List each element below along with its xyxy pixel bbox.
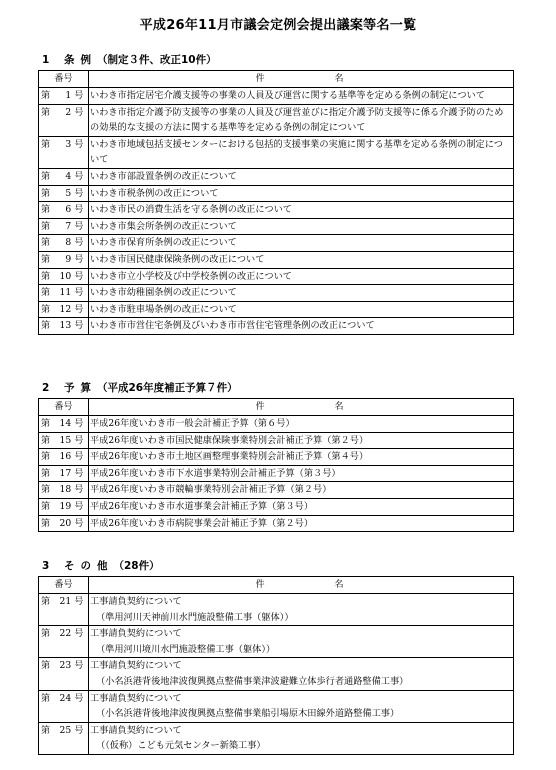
bill-number-prefix: 第 <box>41 90 51 101</box>
section-name: 予算 <box>64 382 97 394</box>
bill-number-digits: 18 <box>59 484 72 496</box>
bill-number <box>39 251 89 268</box>
bill-number <box>39 285 89 302</box>
table-row <box>39 722 514 754</box>
bill-number-prefix: 第 <box>41 467 51 479</box>
bill-number <box>39 594 89 626</box>
bill-number-prefix: 第 <box>41 170 51 182</box>
bill-subject <box>89 465 514 482</box>
table-row <box>39 301 514 318</box>
bill-subject-text: 平成26年度いわき市一般会計補正予算（第６号） <box>90 418 295 429</box>
bill-number <box>39 465 89 482</box>
bill-subject <box>89 88 514 105</box>
bill-number <box>39 318 89 335</box>
bill-number-digits: 9 <box>65 253 72 265</box>
bill-number-suffix: 号 <box>74 467 84 479</box>
bill-number <box>39 235 89 252</box>
table-row <box>39 285 514 302</box>
bill-subject-text: 平成26年度いわき市土地区画整理事業特別会計補正予算（第４号） <box>90 451 369 463</box>
bill-number-digits: 24 <box>59 692 72 704</box>
bill-number-prefix: 第 <box>41 187 51 199</box>
table-row <box>39 168 514 185</box>
bill-number-digits: 8 <box>65 237 72 249</box>
table-row <box>39 202 514 219</box>
bill-number-digits: 7 <box>65 220 72 232</box>
bill-number-digits: 4 <box>65 170 72 182</box>
table-row <box>39 416 514 433</box>
bill-number-suffix: 号 <box>74 253 84 265</box>
bill-number <box>39 482 89 499</box>
table-row <box>39 185 514 202</box>
bill-number-prefix: 第 <box>41 596 51 607</box>
table-row <box>39 218 514 235</box>
bill-number-suffix: 号 <box>74 90 84 101</box>
bill-number-prefix: 第 <box>41 660 51 672</box>
bill-number <box>39 202 89 219</box>
bill-number <box>39 301 89 318</box>
bill-number-suffix: 号 <box>74 270 84 282</box>
bill-subject-detail: （小名浜港背後地津波復興拠点整備事業津波避難立体歩行者通路整備工事） <box>96 675 409 687</box>
bill-subject <box>89 235 514 252</box>
bill-subject <box>89 515 514 532</box>
bill-subject-detail: （小名浜港背後地津波復興拠点整備事業船引場原木田線外道路整備工事） <box>96 708 400 720</box>
bill-number-prefix: 第 <box>41 303 51 315</box>
bill-number <box>39 690 89 722</box>
bill-subject <box>89 722 514 754</box>
table-row <box>39 465 514 482</box>
section-heading-budget <box>42 380 238 395</box>
column-header-number: 番号 <box>39 399 89 416</box>
ordinance-table <box>38 70 514 335</box>
bill-number-prefix: 第 <box>41 434 51 446</box>
table-row <box>39 235 514 252</box>
table-row <box>39 594 514 626</box>
bill-number-digits: 5 <box>65 187 72 199</box>
bill-subject-text: 平成26年度いわき市下水道事業特別会計補正予算（第３号） <box>90 467 341 479</box>
table-row <box>39 658 514 690</box>
bill-number-digits: 6 <box>65 204 72 216</box>
table-row <box>39 626 514 658</box>
bill-number <box>39 498 89 515</box>
bill-subject-text: 平成26年度いわき市国民健康保険事業特別会計補正予算（第２号） <box>90 434 369 446</box>
bill-subject <box>89 498 514 515</box>
bill-number-suffix: 号 <box>74 660 84 672</box>
table-row <box>39 432 514 449</box>
column-header-subject: 件名 <box>89 399 514 416</box>
bill-subject <box>89 594 514 626</box>
bill-number-digits: 22 <box>59 628 72 640</box>
bill-subject-text: いわき市集会所条例の改正について <box>90 220 237 232</box>
bill-number-prefix: 第 <box>41 484 51 496</box>
bill-number <box>39 218 89 235</box>
bill-subject-detail: （準用河川境川水門施設整備工事（躯体）） <box>96 643 276 655</box>
section-name: その他 <box>64 560 114 572</box>
bill-subject <box>89 104 514 136</box>
bill-subject <box>89 285 514 302</box>
bill-number <box>39 268 89 285</box>
bill-number-digits: 17 <box>59 467 72 479</box>
bill-number-suffix: 号 <box>74 451 84 463</box>
column-header-subject: 件名 <box>89 577 514 594</box>
bill-subject-text: いわき市駐車場条例の改正について <box>90 303 237 315</box>
table-row <box>39 515 514 532</box>
bill-number-prefix: 第 <box>41 106 51 118</box>
bill-number <box>39 104 89 136</box>
bill-number-prefix: 第 <box>41 204 51 216</box>
bill-number-prefix: 第 <box>41 724 51 736</box>
section-heading-other <box>42 558 160 573</box>
bill-number-digits: 20 <box>59 517 72 529</box>
bill-number-digits: 21 <box>59 596 72 607</box>
bill-subject-text: 工事請負契約について <box>90 628 182 640</box>
bill-number-digits: 16 <box>59 451 72 463</box>
bill-subject-detail: （準用河川天神前川水門施設整備工事（躯体）） <box>96 611 294 623</box>
bill-subject-text: いわき市民の消費生活を守る条例の改正について <box>90 204 292 216</box>
bill-number-digits: 10 <box>59 270 72 282</box>
table-row <box>39 136 514 168</box>
bill-subject-text: いわき市幼稚園条例の改正について <box>90 287 237 299</box>
bill-number-suffix: 号 <box>74 287 84 299</box>
table-row <box>39 482 514 499</box>
bill-number-suffix: 号 <box>74 220 84 232</box>
bill-number-suffix: 号 <box>74 434 84 446</box>
other-items-table <box>38 576 514 755</box>
bill-subject <box>89 301 514 318</box>
bill-number-prefix: 第 <box>41 320 51 332</box>
bill-subject-text: いわき市指定居宅介護支援等の事業の人員及び運営に関する基準等を定める条例の制定について <box>90 90 485 101</box>
bill-subject <box>89 268 514 285</box>
bill-subject <box>89 416 514 433</box>
bill-number-digits: 1 <box>65 90 72 101</box>
bill-subject-text: いわき市立小学校及び中学校条例の改正について <box>90 270 292 282</box>
bill-number <box>39 626 89 658</box>
bill-number-suffix: 号 <box>74 484 84 496</box>
bill-subject-text: 工事請負契約について <box>90 724 182 736</box>
table-header-row <box>39 577 514 594</box>
bill-number-suffix: 号 <box>74 187 84 199</box>
table-row <box>39 449 514 466</box>
bill-subject-text: いわき市地域包括支援センターにおける包括的支援事業の実施に関する基準を定める条例の制定について <box>90 138 503 166</box>
bill-number-prefix: 第 <box>41 138 51 150</box>
bill-number <box>39 185 89 202</box>
bill-subject <box>89 318 514 335</box>
bill-number-suffix: 号 <box>74 303 84 315</box>
bill-number <box>39 658 89 690</box>
bill-number-suffix: 号 <box>74 500 84 512</box>
table-header-row <box>39 71 514 88</box>
bill-number <box>39 416 89 433</box>
bill-subject <box>89 251 514 268</box>
bill-number-prefix: 第 <box>41 451 51 463</box>
bill-subject-text: いわき市市営住宅条例及びいわき市市営住宅管理条例の改正について <box>90 320 375 332</box>
bill-number <box>39 168 89 185</box>
table-row <box>39 498 514 515</box>
bill-number-suffix: 号 <box>74 418 84 429</box>
bill-number-prefix: 第 <box>41 418 51 429</box>
table-header-row <box>39 399 514 416</box>
bill-number <box>39 136 89 168</box>
bill-number-suffix: 号 <box>74 138 84 150</box>
table-row <box>39 268 514 285</box>
bill-subject <box>89 218 514 235</box>
table-row <box>39 88 514 105</box>
bill-number-suffix: 号 <box>74 237 84 249</box>
bill-number-digits: 19 <box>59 500 72 512</box>
bill-subject-text: いわき市保育所条例の改正について <box>90 237 237 249</box>
section-note: （28件） <box>113 560 160 572</box>
section-note: （平成26年度補正予算７件） <box>97 382 238 394</box>
bill-number-prefix: 第 <box>41 220 51 232</box>
table-row <box>39 104 514 136</box>
bill-number-digits: 11 <box>59 287 72 299</box>
bill-number-digits: 3 <box>65 138 72 150</box>
bill-subject-text: いわき市税条例の改正について <box>90 187 219 199</box>
table-row <box>39 318 514 335</box>
section-note: （制定３件、改正10件） <box>97 54 217 66</box>
bill-subject <box>89 168 514 185</box>
bill-number-suffix: 号 <box>74 692 84 704</box>
bill-number-digits: 14 <box>59 418 72 429</box>
bill-subject-text: 工事請負契約について <box>90 692 182 704</box>
bill-number-suffix: 号 <box>74 106 84 118</box>
bill-number-suffix: 号 <box>74 596 84 607</box>
column-header-number: 番号 <box>39 577 89 594</box>
column-header-number: 番号 <box>39 71 89 88</box>
section-name: 条例 <box>64 54 97 66</box>
bill-subject <box>89 690 514 722</box>
table-row <box>39 251 514 268</box>
column-header-subject: 件名 <box>89 71 514 88</box>
bill-number-prefix: 第 <box>41 628 51 640</box>
bill-number-suffix: 号 <box>74 724 84 736</box>
bill-number <box>39 722 89 754</box>
bill-subject-text: 平成26年度いわき市水道事業会計補正予算（第３号） <box>90 500 314 512</box>
bill-number-prefix: 第 <box>41 270 51 282</box>
bill-number-prefix: 第 <box>41 500 51 512</box>
bill-number <box>39 88 89 105</box>
bill-subject-text: 工事請負契約について <box>90 660 182 672</box>
bill-subject <box>89 449 514 466</box>
bill-subject-detail: （（仮称）こども元気センター新築工事） <box>96 740 266 752</box>
bill-subject <box>89 202 514 219</box>
bill-subject-text: 平成26年度いわき市病院事業会計補正予算（第２号） <box>90 517 314 529</box>
section-heading-ordinances <box>42 52 217 67</box>
bill-subject-text: いわき市部設置条例の改正について <box>90 170 237 182</box>
table-row <box>39 690 514 722</box>
bill-number <box>39 449 89 466</box>
bill-number-prefix: 第 <box>41 237 51 249</box>
bill-number-digits: 2 <box>65 106 72 118</box>
bill-number-digits: 23 <box>59 660 72 672</box>
bill-number-digits: 15 <box>59 434 72 446</box>
bill-subject-text: いわき市指定介護予防支援等の事業の人員及び運営並びに指定介護予防支援等に係る介護予防のための効果的な支援の方法に関する基準等を定める条例の制定について <box>90 106 504 134</box>
bill-number-digits: 13 <box>59 320 72 332</box>
bill-number-prefix: 第 <box>41 692 51 704</box>
bill-number-suffix: 号 <box>74 517 84 529</box>
section-number: 1 <box>42 54 50 66</box>
budget-table <box>38 398 514 532</box>
bill-number-prefix: 第 <box>41 517 51 529</box>
bill-subject-text: 工事請負契約について <box>90 596 182 607</box>
bill-subject <box>89 185 514 202</box>
bill-subject <box>89 658 514 690</box>
bill-subject-text: 平成26年度いわき市競輪事業特別会計補正予算（第２号） <box>90 484 332 496</box>
bill-subject <box>89 626 514 658</box>
section-number: 3 <box>42 560 50 572</box>
bill-number-prefix: 第 <box>41 253 51 265</box>
page-title: 平成26年11月市議会定例会提出議案等名一覧 <box>139 18 417 33</box>
bill-subject <box>89 432 514 449</box>
bill-subject <box>89 136 514 168</box>
bill-number <box>39 515 89 532</box>
bill-subject-text: いわき市国民健康保険条例の改正について <box>90 253 265 265</box>
bill-number <box>39 432 89 449</box>
bill-subject <box>89 482 514 499</box>
bill-number-digits: 12 <box>59 303 72 315</box>
section-number: 2 <box>42 382 50 394</box>
bill-number-suffix: 号 <box>74 628 84 640</box>
bill-number-prefix: 第 <box>41 287 51 299</box>
bill-number-suffix: 号 <box>74 204 84 216</box>
bill-number-digits: 25 <box>59 724 72 736</box>
bill-number-suffix: 号 <box>74 320 84 332</box>
bill-number-suffix: 号 <box>74 170 84 182</box>
